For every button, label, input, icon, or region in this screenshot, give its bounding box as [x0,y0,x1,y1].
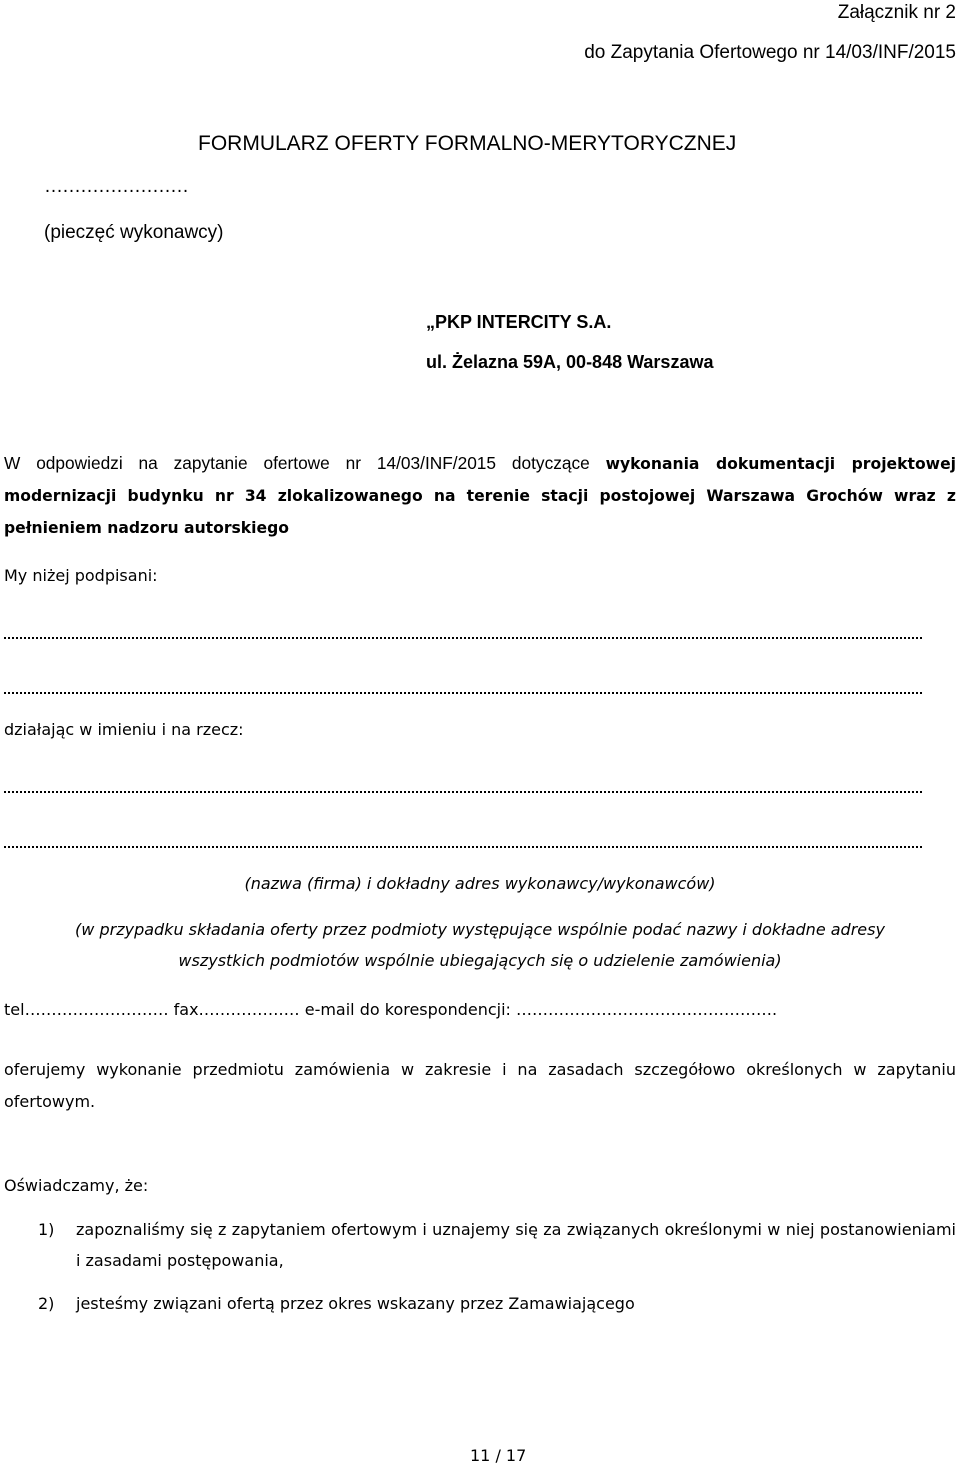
addressee-company: „PKP INTERCITY S.A. [426,312,612,332]
acting-on-behalf-label: działając w imieniu i na rzecz: [4,720,244,739]
annex-number: Załącznik nr 2 [837,2,956,23]
declaration-number: 2) [38,1294,55,1313]
intro-prefix: W odpowiedzi na zapytanie ofertowe nr 14/03/INF/2015 dotyczące [4,453,606,473]
declaration-item [4,1214,956,1276]
addressee-street: ul. Żelazna 59A, 00-848 Warszawa [426,352,714,372]
signatory-line-2[interactable] [4,692,922,694]
joint-bidders-note: (w przypadku składania oferty przez podmioty występujące wspólnie podać nazwy i dokładne adresy wszystkich podmiotów wspólnie ubiegających się o udzielenie zamówienia) [75,920,885,970]
contractor-line-1[interactable] [4,791,922,793]
intro-subject: wykonania dokumentacji projektowej modernizacji budynku nr 34 zlokalizowanego na terenie stacji postojowej Warszawa Grochów wraz z pełnieniem nadzoru autorskiego [4,455,956,537]
declaration-text: zapoznaliśmy się z zapytaniem ofertowym i uznajemy się za związanych określonymi w niej postanowieniami i zasadami postępowania, [76,1220,956,1270]
form-title: FORMULARZ OFERTY FORMALNO-MERYTORYCZNEJ [198,132,737,155]
annex-reference: do Zapytania Ofertowego nr 14/03/INF/2015 [584,42,956,63]
offer-paragraph: oferujemy wykonanie przedmiotu zamówienia w zakresie i na zasadach szczegółowo określonych w zapytaniu ofertowym. [4,1060,956,1111]
contractor-caption: (nazwa (firma) i dokładny adres wykonawcy/wykonawców) [244,874,716,893]
declaration-text: jesteśmy związani ofertą przez okres wskazany przez Zamawiającego [76,1294,635,1313]
declaration-item [4,1288,956,1319]
declaration-number: 1) [38,1220,55,1239]
stamp-placeholder-dots: …………………… [44,176,188,197]
signatory-line-1[interactable] [4,637,922,639]
declaration-label: Oświadczamy, że: [4,1176,149,1195]
stamp-label: (pieczęć wykonawcy) [44,222,224,243]
page-number: 11 / 17 [470,1446,527,1465]
intro-paragraph [4,448,956,544]
signatories-label: My niżej podpisani: [4,566,158,585]
contractor-line-2[interactable] [4,846,922,848]
contact-line[interactable]: tel……………………… fax…………….… e-mail do korespondencji: …………………………………………. [4,1000,778,1019]
